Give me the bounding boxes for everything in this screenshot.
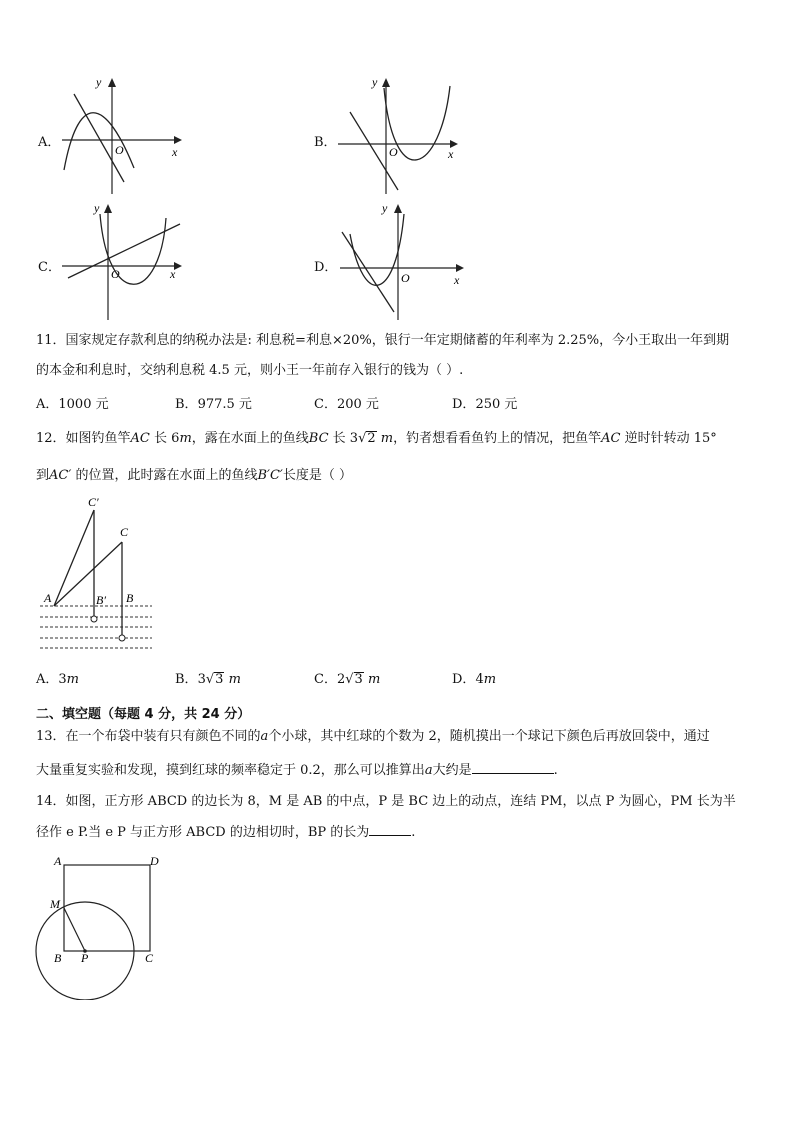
q12-line1: 12．如图钓鱼竿AC 长 6m，露在水面上的鱼线BC 长 3√2 m，钓者想看看鱼钓上的情况，把鱼竿AC 逆时针转动 15° <box>36 431 717 446</box>
q12-option-c: C．2√3 m <box>314 672 381 687</box>
segment-pm <box>64 908 85 951</box>
label-b: B <box>126 591 134 605</box>
q12-figure <box>36 492 166 652</box>
q10-option-d-label: D． <box>314 260 338 275</box>
hook-icon <box>91 616 97 622</box>
y-label: y <box>372 75 378 89</box>
q10-graph-d <box>336 200 466 324</box>
hook-icon <box>119 635 125 641</box>
y-label: y <box>96 75 102 89</box>
water-lines <box>40 606 152 648</box>
label-b: B <box>54 951 62 965</box>
y-label: y <box>382 201 388 215</box>
section-heading: 二、填空题（每题 4 分，共 24 分） <box>36 707 251 722</box>
q11-line1: 11．国家规定存款利息的纳税办法是: 利息税=利息×20%，银行一年定期储蓄的年利率为 2.25%，今小王取出一年到期 <box>36 333 730 348</box>
answer-blank[interactable] <box>369 822 411 836</box>
parabola-curve <box>64 113 134 170</box>
rod-ac-prime <box>54 510 94 606</box>
q10-option-a-label: A． <box>38 135 61 150</box>
q13-line2: 大量重复实验和发现，摸到红球的频率稳定于 0.2，那么可以推算出a大约是 . <box>36 760 558 780</box>
x-label: x <box>448 147 454 161</box>
q13-line1: 13．在一个布袋中装有只有颜色不同的a个小球，其中红球的个数为 2，随机摸出一个球记下颜色后再放回袋中，通过 <box>36 729 710 744</box>
q12-option-b: B．3√3 m <box>175 672 241 687</box>
q12-option-a: A．3m <box>36 672 79 687</box>
x-label: x <box>170 267 176 281</box>
q10-graph-b <box>336 74 462 198</box>
y-label: y <box>94 201 100 215</box>
q14-line1: 14．如图，正方形 ABCD 的边长为 8，M 是 AB 的中点，P 是 BC 边上的动点，连结 PM，以点 P 为圆心，PM 长为半 <box>36 794 736 809</box>
x-axis-arrow-icon <box>174 136 182 144</box>
q10-option-c-label: C． <box>38 260 61 275</box>
q14-line2: 径作 e P.当 e P 与正方形 ABCD 的边相切时，BP 的长为 . <box>36 822 415 842</box>
answer-blank[interactable] <box>472 760 554 774</box>
label-c-prime: C′ <box>88 495 99 509</box>
y-axis-arrow-icon <box>394 204 402 213</box>
q10-graph-c <box>60 200 186 324</box>
q10-graph-a <box>60 74 186 198</box>
origin-label: O <box>115 143 124 157</box>
q11-option-b: B．977.5 元 <box>175 397 252 412</box>
label-c: C <box>120 525 129 539</box>
y-axis-arrow-icon <box>108 78 116 87</box>
label-a: A <box>44 591 52 605</box>
label-m: M <box>50 897 60 911</box>
label-a: A <box>54 854 62 868</box>
x-axis-arrow-icon <box>456 264 464 272</box>
q11-option-c: C．200 元 <box>314 397 379 412</box>
label-b-prime: B′ <box>96 593 106 607</box>
q14-figure <box>34 850 169 1000</box>
x-label: x <box>172 145 178 159</box>
square-abcd <box>64 865 150 951</box>
line-curve <box>74 94 124 182</box>
q11-line2: 的本金和利息时，交纳利息税 4.5 元，则小王一年前存入银行的钱为（ ）. <box>36 363 464 378</box>
q11-option-d: D．250 元 <box>452 397 518 412</box>
q11-option-a: A．1000 元 <box>36 397 109 412</box>
y-axis-arrow-icon <box>104 204 112 213</box>
q12-line2: 到AC′ 的位置，此时露在水面上的鱼线B′C′长度是（ ） <box>36 468 352 483</box>
label-d: D <box>150 854 159 868</box>
origin-label: O <box>401 271 410 285</box>
y-axis-arrow-icon <box>382 78 390 87</box>
origin-label: O <box>111 267 120 281</box>
label-p: P <box>81 951 89 965</box>
rod-ac <box>54 542 122 606</box>
x-label: x <box>454 273 460 287</box>
origin-label: O <box>389 145 398 159</box>
q12-option-d: D．4m <box>452 672 497 687</box>
label-c: C <box>145 951 154 965</box>
q10-option-b-label: B． <box>314 135 337 150</box>
